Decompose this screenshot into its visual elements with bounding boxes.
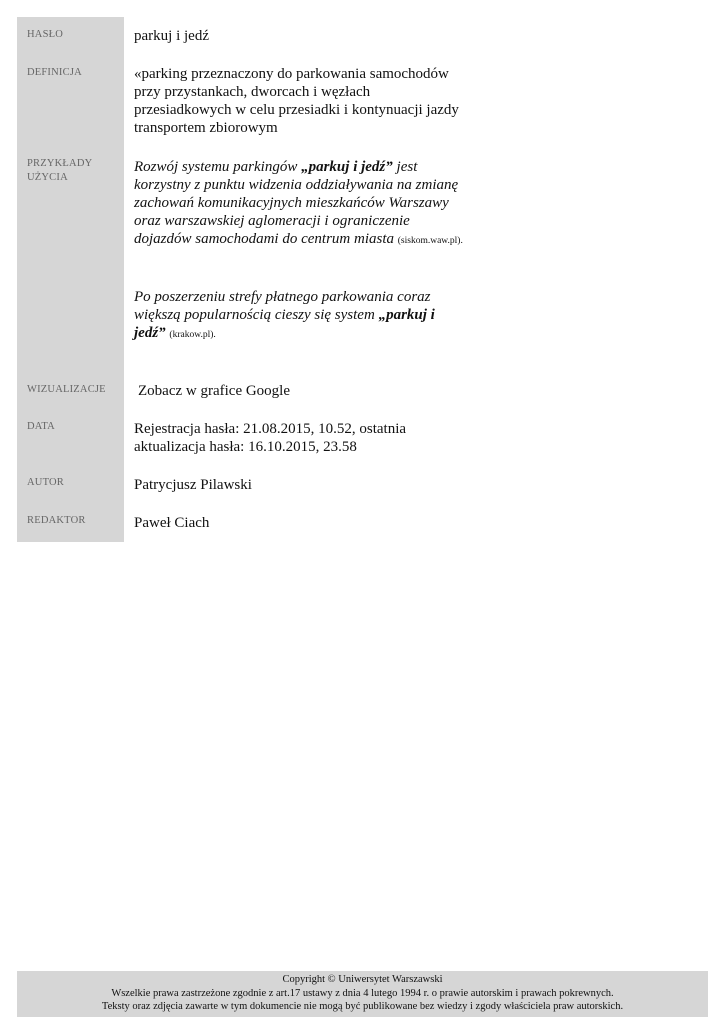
przyklady-label-line1: PRZYKŁADY bbox=[27, 158, 93, 169]
definicja-value: «parking przeznaczony do parkowania samochodów przy przystankach, dworcach i węzłach przesiadkowych w celu przesiadki i kontynuacji jazdy transportem zbiorowym bbox=[134, 66, 459, 136]
label-column bbox=[17, 17, 124, 542]
example-1-term: „parkuj i jedź” bbox=[301, 159, 393, 175]
definicja-label: DEFINICJA bbox=[27, 67, 82, 78]
example-1-text-cont: jest korzystny z punktu widzenia oddziaływania na zmianę zachowań komunikacyjnych mieszkańców Warszawy oraz warszawskiej aglomeracji i ograniczenie dojazdów samochodami do centrum miasta bbox=[134, 159, 459, 247]
przyklady-label bbox=[27, 157, 92, 185]
footer-copyright: Copyright © Uniwersytet Warszawski bbox=[282, 974, 443, 985]
przyklady-label-line2: UŻYCIA bbox=[27, 172, 68, 183]
data-value bbox=[134, 420, 464, 456]
haslo-value: parkuj i jedź bbox=[134, 28, 209, 44]
autor-value: Patrycjusz Pilawski bbox=[134, 477, 252, 493]
redaktor-value: Paweł Ciach bbox=[134, 515, 210, 531]
wizualizacje-label: WIZUALIZACJE bbox=[27, 384, 106, 395]
copyright-footer bbox=[17, 971, 708, 1017]
autor-label: AUTOR bbox=[27, 477, 64, 488]
example-2-source: (krakow.pl) bbox=[169, 330, 214, 340]
registration-date: Rejestracja hasła: 21.08.2015, 10.52, ostatnia bbox=[134, 421, 407, 437]
haslo-label: HASŁO bbox=[27, 29, 64, 40]
example-1 bbox=[134, 158, 464, 250]
example-2-end: . bbox=[213, 330, 216, 340]
example-1-text: Rozwój systemu parkingów bbox=[134, 159, 302, 175]
data-label: DATA bbox=[27, 421, 55, 432]
google-images-link[interactable]: Zobacz w grafice Google bbox=[138, 383, 291, 399]
wizualizacje-link[interactable] bbox=[138, 382, 468, 400]
update-date: aktualizacja hasła: 16.10.2015, 23.58 bbox=[134, 439, 357, 455]
footer-rights: Wszelkie prawa zastrzeżone zgodnie z art.17 ustawy z dnia 4 lutego 1994 r. o prawie autorskim i prawach pokrewnych. bbox=[111, 987, 614, 999]
example-2 bbox=[134, 288, 464, 344]
redaktor-label: REDAKTOR bbox=[27, 515, 86, 526]
example-2-term: „parkuj i jedź” bbox=[134, 307, 435, 341]
example-1-end: . bbox=[460, 236, 463, 246]
example-2-text: Po poszerzeniu strefy płatnego parkowania coraz większą popularnością cieszy się system bbox=[134, 289, 431, 323]
footer-usage: Teksty oraz zdjęcia zawarte w tym dokumencie nie mogą być publikowane bez wiedzy i zgody właściciela praw autorskich. bbox=[101, 1001, 624, 1012]
example-1-source: (siskom.waw.pl) bbox=[397, 236, 461, 246]
